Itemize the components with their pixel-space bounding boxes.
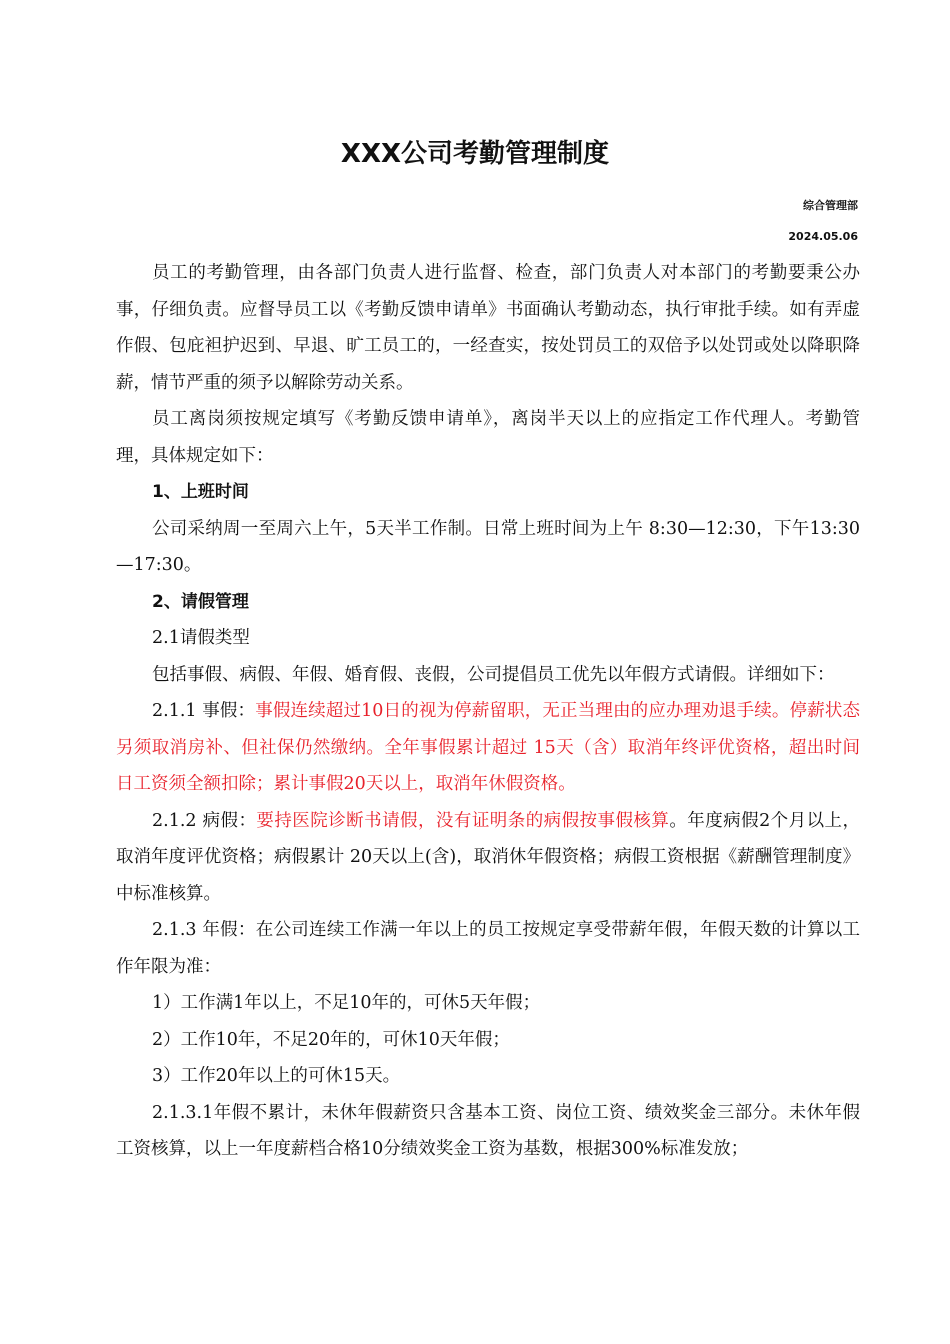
document-body bbox=[116, 255, 860, 1168]
paragraph-personal-leave bbox=[116, 693, 860, 803]
paragraph-leave-types-heading: 2.1请假类型 bbox=[152, 628, 250, 648]
list-item-annual-leave-1: 1）工作满1年以上，不足10年的，可休5天年假； bbox=[152, 993, 541, 1013]
sick-leave-label: 2.1.2 病假： bbox=[152, 810, 257, 831]
paragraph-sick-leave bbox=[116, 803, 860, 913]
document-title: XXX公司考勤管理制度 bbox=[340, 139, 610, 169]
sick-leave-rules: 。年度病假2个月以上，取消年度评优资格；病假累计 20天以上(含)，取消休年假资格；病假工资根据《薪酬管理制度》中标准核算。 bbox=[116, 810, 860, 904]
personal-leave-label: 2.1.1 事假： bbox=[152, 701, 256, 721]
heading-leave-management: 2、请假管理 bbox=[152, 591, 249, 612]
heading-working-hours: 1、上班时间 bbox=[152, 482, 249, 502]
sick-leave-red-rule: 要持医院诊断书请假，没有证明条的病假按事假核算 bbox=[256, 810, 670, 831]
department-label: 综合管理部 bbox=[803, 199, 858, 212]
list-item-annual-leave-3: 3）工作20年以上的可休15天。 bbox=[152, 1066, 401, 1086]
paragraph-annual-leave-pay: 2.1.3.1年假不累计，未休年假薪资只含基本工资、岗位工资、绩效奖金三部分。未休年假工资核算，以上一年度薪档合格10分绩效奖金工资为基数，根据300%标准发放； bbox=[116, 1102, 860, 1159]
paragraph-working-hours: 公司采纳周一至周六上午，5天半工作制。日常上班时间为上午 8:30—12:30，下午13:30—17:30。 bbox=[116, 518, 860, 575]
paragraph-leave-types: 包括事假、病假、年假、婚育假、丧假，公司提倡员工优先以年假方式请假。详细如下： bbox=[152, 664, 835, 685]
document-date: 2024.05.06 bbox=[788, 230, 858, 243]
list-item-annual-leave-2: 2）工作10年，不足20年的，可休10天年假； bbox=[152, 1029, 510, 1050]
paragraph-attendance-supervision: 员工的考勤管理，由各部门负责人进行监督、检查，部门负责人对本部门的考勤要秉公办事，仔细负责。应督导员工以《考勤反馈申请单》书面确认考勤动态，执行审批手续。如有弄虚作假、包庇袒护迟到、早退、旷工员工的，一经查实，按处罚员工的双倍予以处罚或处以降职降薪，情节严重的须予以解除劳动关系。 bbox=[116, 263, 860, 393]
paragraph-annual-leave: 2.1.3 年假：在公司连续工作满一年以上的员工按规定享受带薪年假，年假天数的计算以工作年限为准： bbox=[116, 920, 860, 977]
personal-leave-rules: 事假连续超过10日的视为停薪留职，无正当理由的应办理劝退手续。停薪状态另须取消房补、但社保仍然缴纳。全年事假累计超过 15天（含）取消年终评优资格，超出时间日工资须全额扣除；累计事假20天以上，取消年休假资格。 bbox=[116, 701, 860, 794]
paragraph-leave-post: 员工离岗须按规定填写《考勤反馈申请单》，离岗半天以上的应指定工作代理人。考勤管理，具体规定如下： bbox=[116, 409, 860, 466]
